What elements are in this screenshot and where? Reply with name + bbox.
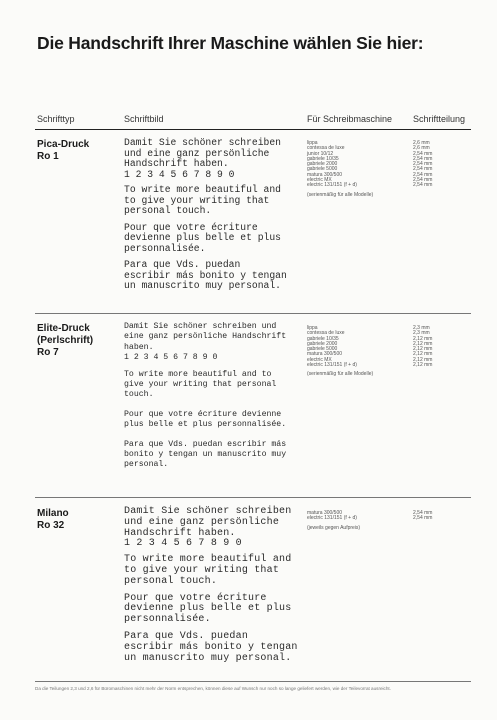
pitch-item: 2,54 mm [413,182,433,189]
sample-spanish: Para que Vds. puedan escribir más bonito y tengan un manuscrito muy personal. [124,630,298,664]
sample-french: Pour que votre écriture devienne plus belle et plus personnalisée. [124,221,281,254]
machine-item: gabriele 2000 [307,161,338,168]
machine-note: (serienmäßig für alle Modelle) [307,191,374,198]
machine-list-pica [307,141,373,198]
machine-item: electric 131/151 (f + d) [307,182,357,189]
pitch-item: 2,54 mm [413,171,433,178]
machine-list-elite [307,326,373,378]
column-header-type: Schrifttyp [37,114,75,124]
sample-german: Damit Sie schöner schreiben und eine ganz persönliche Handschrift haben. 1 2 3 4 5 6 7 8 9 0 [124,322,287,363]
footer-divider [35,681,471,682]
pitch-item: 2,6 mm [413,140,430,146]
sample-pica [124,138,287,292]
machine-item: electric 131/151 (f + d) [307,515,357,522]
pitch-list-elite [413,326,432,368]
column-header-pitch: Schriftteilung [413,114,466,124]
row-divider [35,497,471,498]
pitch-item: 2,6 mm [413,145,430,152]
row-divider [35,313,471,314]
machine-item: gabriele 2000 [307,340,338,347]
type-code-line: Ro 1 [37,151,59,162]
sample-spanish: Para que Vds. puedan escribir más bonito y tengan un manuscrito muy personal. [124,259,287,291]
pitch-item: 2,12 mm [413,362,433,369]
footnote: Da die Teilungen 2,3 und 2,6 für Büromaschinen nicht mehr der Norm entsprechen, können diese auf Wunsch nur noch so lange geliefert werden, wie der Teilevorrat ausreicht. [35,686,391,691]
machine-item: gabriele 10/35 [307,335,339,342]
machine-item: junior 10/12 [307,150,334,157]
type-name-elite [37,323,93,359]
sample-german: Damit Sie schöner schreiben und eine ganz persönliche Handschrift haben. 1 2 3 4 5 6 7 8 9 0 [124,137,281,180]
machine-item: electric 131/151 (f + d) [307,362,357,369]
type-name-pica [37,139,89,163]
machine-item: matura 300/500 [307,510,343,516]
header-divider [35,129,471,130]
type-name-line: Elite-Druck [37,323,90,334]
machine-item: electric MX [307,177,332,184]
machine-item: matura 300/500 [307,171,343,178]
column-header-sample: Schriftbild [124,114,164,124]
type-name-line: (Perlschrift) [37,335,94,346]
machine-note: (jeweils gegen Aufpreis) [307,524,361,531]
page-title: Die Handschrift Ihrer Maschine wählen Sie hier: [37,33,424,53]
pitch-item: 2,12 mm [413,340,433,347]
machine-item: lippa [307,325,318,331]
sample-spanish: Para que Vds. puedan escribir más bonito y tengan un manuscrito muy personal. [124,439,287,470]
pitch-item: 2,12 mm [413,346,433,353]
pitch-item: 2,54 mm [413,155,433,162]
sample-english: To write more beautiful and to give your writing that personal touch. [124,554,292,587]
machine-item: matura 300/500 [307,351,343,358]
machine-item: lippa [307,140,318,146]
sample-french: Pour que votre écriture devienne plus belle et plus personnalisée. [124,409,287,430]
type-name-line: Pica-Druck [37,139,90,150]
machine-item: gabriele 10/35 [307,155,339,162]
sample-english: To write more beautiful and to give your writing that personal touch. [124,369,277,400]
machine-list-milano [307,511,360,531]
machine-item: contessa de luxe [307,145,345,152]
pitch-item: 2,54 mm [413,515,433,522]
pitch-item: 2,54 mm [413,177,433,184]
pitch-list-pica [413,141,432,189]
column-header-machine: Für Schreibmaschine [307,114,393,124]
pitch-item: 2,54 mm [413,510,433,516]
pitch-item: 2,12 mm [413,335,433,342]
machine-item: electric MX [307,356,332,363]
type-code-line: Ro 32 [37,520,65,531]
machine-note: (serienmäßig für alle Modelle) [307,371,374,378]
pitch-item: 2,54 mm [413,166,433,173]
machine-item: gabriele 5000 [307,346,338,353]
pitch-item: 2,54 mm [413,150,433,157]
sample-milano [124,507,298,664]
sample-german: Damit Sie schöner schreiben und eine ganz persönliche Handschrift haben. 1 2 3 4 5 6 7 8 9 0 [124,506,292,550]
machine-item: gabriele 5000 [307,166,338,173]
pitch-item: 2,3 mm [413,330,430,337]
pitch-list-milano [413,511,432,522]
pitch-item: 2,12 mm [413,356,433,363]
type-code-line: Ro 7 [37,347,59,358]
type-name-milano [37,508,69,532]
pitch-item: 2,12 mm [413,351,433,358]
sample-french: Pour que votre écriture devienne plus belle et plus personnalisée. [124,592,292,626]
type-name-line: Milano [37,508,69,519]
sample-elite [124,322,286,471]
pitch-item: 2,54 mm [413,161,433,168]
machine-item: contessa de luxe [307,330,345,337]
pitch-item: 2,3 mm [413,325,430,331]
sample-english: To write more beautiful and to give your writing that personal touch. [124,184,281,216]
